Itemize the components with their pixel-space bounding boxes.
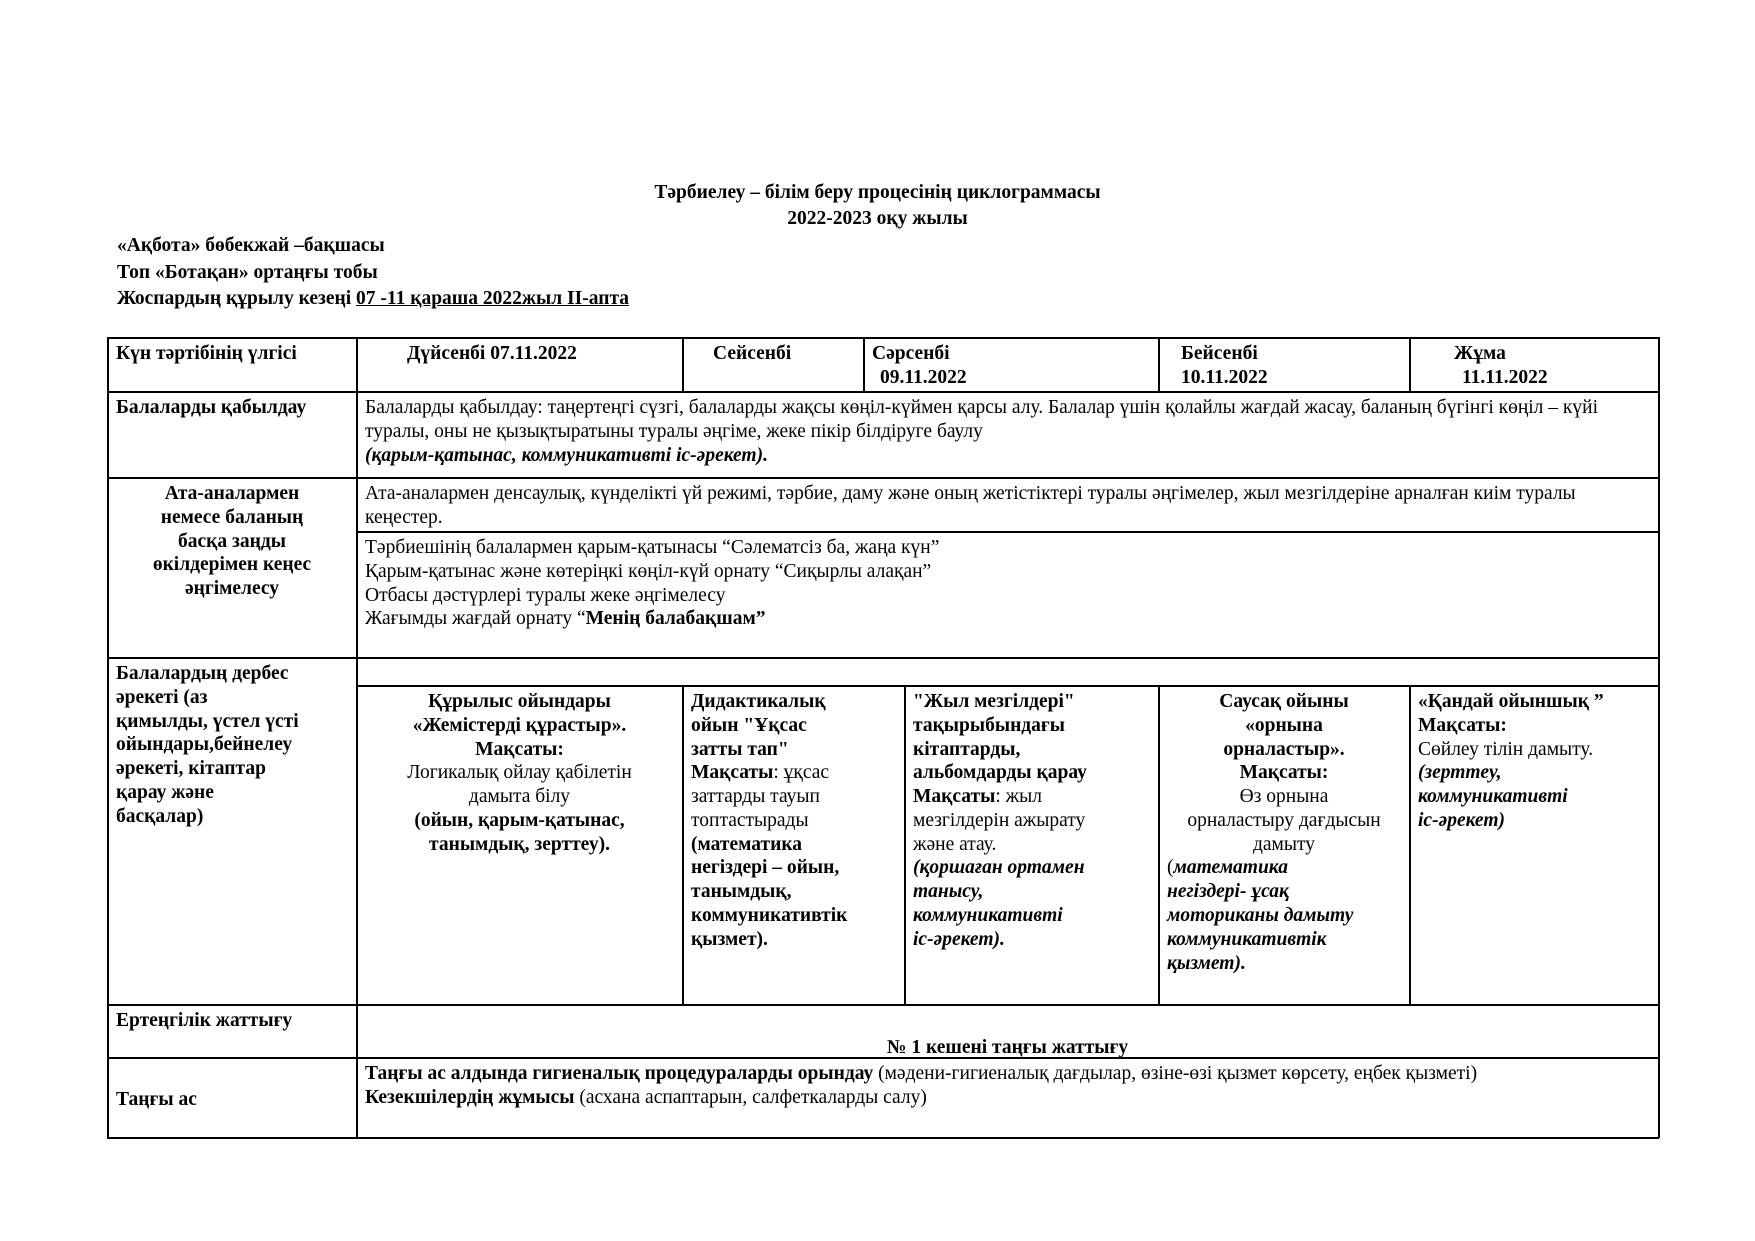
- hygiene-rest: (мәдени-гигиеналық дағдылар, өзіне-өзі қызмет көрсету, еңбек қызметі): [873, 1063, 1478, 1084]
- duty-rest: (асхана аспаптарын, салфеткаларды салу): [574, 1086, 927, 1108]
- wednesday-date: 09.11.2022: [880, 366, 967, 388]
- label-line: қимылды, үстел үсті: [116, 710, 299, 732]
- label-line: ойындары,бейнелеу: [116, 734, 293, 756]
- activity-title-line: кітаптарды,: [913, 738, 1021, 760]
- independent-friday: [1410, 688, 1658, 835]
- label-line: әңгімелесу: [184, 578, 280, 600]
- activity-title-line: орналастыр».: [1223, 738, 1345, 760]
- activity-title-line: затты тап": [691, 738, 789, 760]
- activity-type-line: қызмет).: [691, 928, 768, 950]
- duty-bold: Кезекшілердің жұмысы: [365, 1086, 575, 1108]
- activity-type-line: (қоршаған ортамен: [913, 857, 1085, 879]
- row-label-independent: [108, 660, 356, 830]
- label-line: басқалар): [116, 805, 204, 827]
- reception-activity: (қарым-қатынас, коммуникативті іс-әрекет).: [365, 444, 768, 466]
- activity-type-line: моториканы дамыту: [1167, 905, 1354, 927]
- communication-prefix: Жағымды жағдай орнату “: [365, 608, 586, 630]
- wednesday-day: Сәрсенбі: [872, 343, 950, 364]
- independent-tuesday: [683, 688, 904, 954]
- activity-type-line: іс-әрекет): [1418, 809, 1505, 831]
- friday-day: Жұма: [1454, 343, 1506, 364]
- activity-type-line: іс-әрекет).: [913, 928, 1005, 950]
- header-cell-monday: Дүйсенбі 07.11.2022: [407, 343, 577, 364]
- hygiene-line: [365, 1062, 1650, 1086]
- thursday-day: Бейсенбі: [1181, 343, 1258, 364]
- label-line: қарау және: [116, 781, 214, 803]
- plan-period: [117, 287, 629, 311]
- independent-wednesday: [905, 688, 1158, 954]
- activity-type-line: (ойын, қарым-қатынас,: [414, 809, 625, 831]
- kindergarten-name: «Ақбота» бөбекжай –бақшасы: [117, 235, 385, 256]
- activity-type-line: коммуникативті: [913, 905, 1063, 927]
- header-cell-wednesday: [864, 340, 1158, 392]
- communication-line: Тәрбиешінің балалармен қарым-қатынасы “Сәлематсіз ба, жаңа күн”: [365, 537, 940, 558]
- label-line: Балалардың дербес: [116, 663, 289, 684]
- reception-content: [357, 394, 1658, 469]
- activity-title-line: «орнына: [1245, 714, 1323, 736]
- header-cell-schedule: Күн тәртібінің үлгісі: [116, 343, 297, 364]
- activity-title-line: альбомдарды қарау: [913, 762, 1087, 784]
- activity-title: «Қандай ойыншық ”: [1418, 691, 1604, 712]
- plan-period-label: Жоспардың құрылу кезеңі: [117, 288, 357, 309]
- activity-type-line: танысу,: [913, 881, 984, 903]
- activity-type-line: коммуникативтік: [1167, 928, 1327, 950]
- activity-type-line: (зерттеу,: [1418, 762, 1502, 784]
- goal-line: мезгілдерін ажырату: [913, 809, 1086, 831]
- document-title: Тәрбиелеу – білім беру процесінің циклограммасы: [654, 182, 1101, 203]
- thursday-date: 10.11.2022: [1181, 366, 1268, 388]
- activity-type-line: танымдық,: [691, 881, 792, 903]
- goal-line: және атау.: [913, 833, 997, 855]
- row-label-parents: [108, 480, 356, 603]
- row-label-reception: Балаларды қабылдау: [116, 397, 307, 418]
- row-label-exercise: Ертеңгілік жаттығу: [116, 1010, 293, 1031]
- goal-label: Мақсаты: [691, 762, 774, 784]
- goal-text: : жыл: [995, 786, 1042, 808]
- header-cell-friday: [1410, 340, 1658, 392]
- goal-line: Логикалық ойлау қабілетін: [407, 762, 632, 784]
- activity-title-line: Дидактикалық: [691, 691, 826, 712]
- goal-line: заттарды тауып: [691, 786, 820, 808]
- reception-text: Балаларды қабылдау: таңертеңгі сүзгі, балаларды жақсы көңіл-күймен қарсы алу. Балалар үшін қолайлы жағдай жасау, баланың бүгінгі көңіл – күйі туралы, оны не қызықтыратыны туралы әңгіме, жеке пікір білдіруге баулу: [365, 397, 1598, 442]
- activity-type-line: (математика: [691, 833, 803, 855]
- communication-line: [365, 607, 1650, 631]
- activity-type-line: коммуникативтік: [691, 905, 848, 927]
- label-line: Ата-аналармен: [164, 483, 300, 504]
- duty-line: [365, 1086, 1650, 1110]
- goal-text: : ұқсас: [773, 762, 830, 784]
- activity-paren: (: [1167, 857, 1174, 879]
- goal-line: орналастыру дағдысын: [1187, 809, 1381, 831]
- academic-year: 2022-2023 оқу жылы: [787, 208, 968, 229]
- parents-communication-list: [357, 534, 1658, 633]
- goal-line: топтастырады: [691, 809, 809, 831]
- goal-label: Мақсаты:: [1418, 714, 1507, 736]
- communication-bold: Менің балабақшам”: [585, 608, 766, 630]
- label-line: өкілдерімен кеңес: [152, 554, 312, 576]
- goal-text: Сөйлеу тілін дамыту.: [1418, 738, 1594, 760]
- goal-line: Өз орнына: [1239, 786, 1329, 808]
- plan-period-value: 07 -11 қараша 2022жыл ІІ-апта: [356, 288, 630, 309]
- exercise-content: № 1 кешені таңғы жаттығу: [886, 1037, 1129, 1058]
- communication-line: Отбасы дәстүрлері туралы жеке әңгімелесу: [365, 584, 726, 606]
- group-name: Топ «Ботақан» ортаңғы тобы: [117, 262, 378, 283]
- row-label-breakfast: Таңғы ас: [116, 1089, 197, 1110]
- label-line: әрекеті, кітаптар: [116, 758, 266, 780]
- activity-game: «Жемістерді құрастыр».: [412, 714, 627, 736]
- goal-label: Мақсаты:: [475, 738, 564, 760]
- hygiene-bold: Таңғы ас алдында гигиеналық процедураларды орындау: [365, 1063, 874, 1084]
- goal-line: [691, 761, 896, 785]
- goal-line: дамыта білу: [468, 786, 571, 808]
- label-line: басқа заңды: [178, 530, 286, 552]
- independent-monday: [357, 688, 682, 858]
- goal-line: дамыту: [1252, 833, 1316, 855]
- header-cell-tuesday: Сейсенбі: [713, 343, 792, 364]
- activity-title-line: тақырыбындағы: [913, 714, 1066, 736]
- independent-thursday: [1159, 688, 1409, 977]
- label-line: немесе баланың: [160, 506, 304, 528]
- activity-type-line: негіздері – ойын,: [691, 857, 840, 879]
- label-line: әрекеті (аз: [116, 686, 208, 708]
- goal-label: Мақсаты: [913, 786, 996, 808]
- activity-type-line: танымдық, зерттеу).: [429, 833, 610, 855]
- activity-title: Құрылыс ойындары: [428, 691, 611, 712]
- activity-type-line: [1167, 856, 1401, 880]
- goal-label: Мақсаты:: [1239, 762, 1329, 784]
- activity-type-line: қызмет).: [1167, 952, 1246, 974]
- breakfast-content: [357, 1060, 1658, 1112]
- goal-line: [913, 785, 1150, 809]
- activity-title-line: Саусақ ойыны: [1219, 691, 1349, 712]
- activity-type-line: негіздері- ұсақ: [1167, 881, 1289, 903]
- parents-consultation-text: Ата-аналармен денсаулық, күнделікті үй режимі, тәрбие, даму және оның жетістіктері туралы әңгімелер, жыл мезгілдеріне арналған киім туралы кеңестер.: [365, 483, 1576, 528]
- communication-line: Қарым-қатынас және көтеріңкі көңіл-күй орнату “Сиқырлы алақан”: [365, 560, 932, 582]
- activity-title-line: ойын "Ұқсас: [691, 714, 807, 736]
- friday-date: 11.11.2022: [1462, 366, 1548, 388]
- activity-title-line: "Жыл мезгілдері": [913, 691, 1075, 712]
- activity-type-text: математика: [1173, 857, 1288, 879]
- header-cell-thursday: [1159, 340, 1409, 392]
- activity-type-line: коммуникативті: [1418, 786, 1568, 808]
